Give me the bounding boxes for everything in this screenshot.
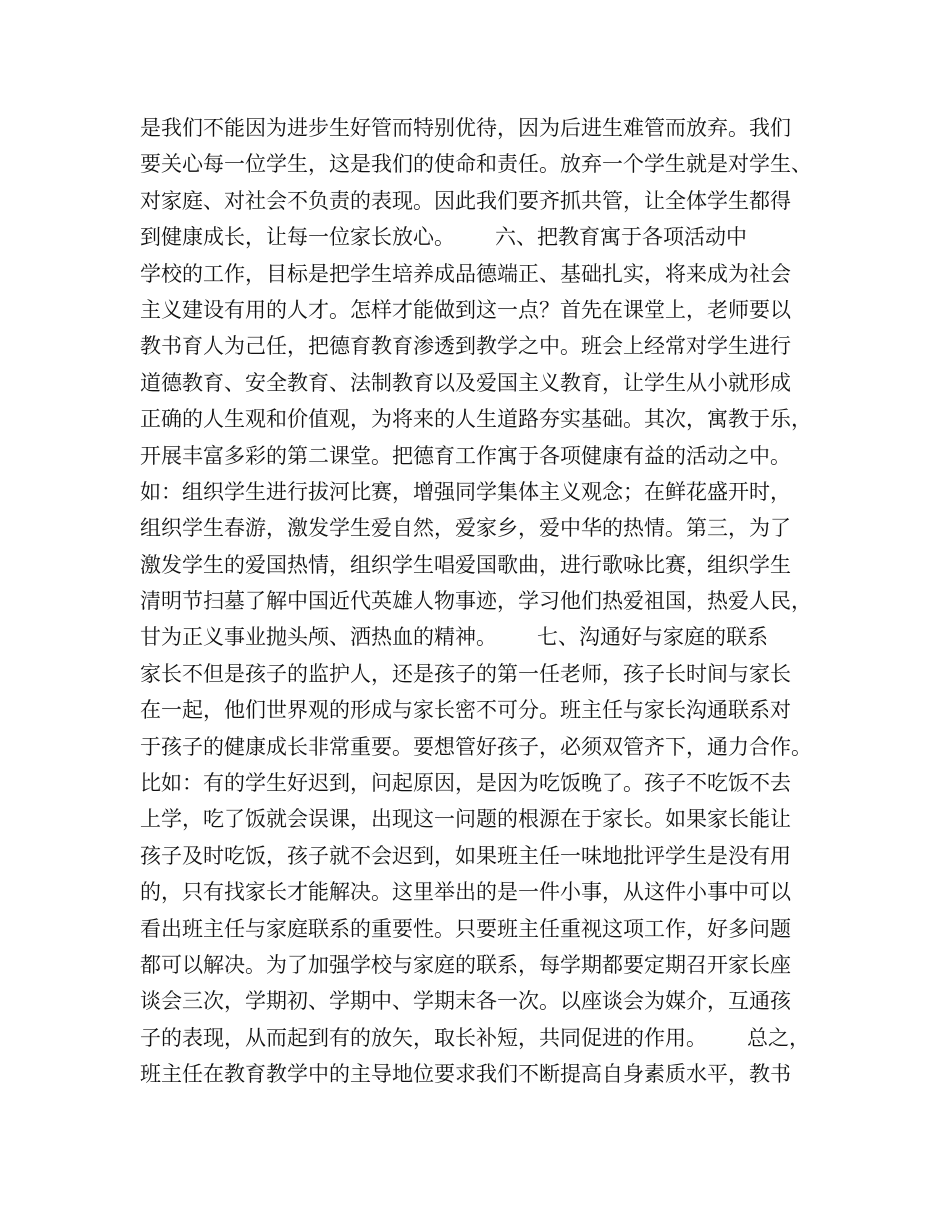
text-line: 对家庭、对社会不负责的表现。因此我们要齐抓共管，让全体学生都得 xyxy=(140,188,791,213)
text-line: 谈会三次，学期初、学期中、学期末各一次。以座谈会为媒介，互通孩 xyxy=(140,989,791,1014)
text-line: 要关心每一位学生，这是我们的使命和责任。放弃一个学生就是对学生、 xyxy=(140,152,812,177)
text-line: 子的表现，从而起到有的放矢，取长补短，共同促进的作用。 总之， xyxy=(140,1025,811,1050)
text-line: 如：组织学生进行拔河比赛，增强同学集体主义观念；在鲜花盛开时， xyxy=(140,479,791,504)
text-line: 学校的工作，目标是把学生培养成品德端正、基础扎实，将来成为社会 xyxy=(140,261,791,286)
text-line: 主义建设有用的人才。怎样才能做到这一点？首先在课堂上，老师要以 xyxy=(140,297,791,322)
text-line: 清明节扫墓了解中国近代英雄人物事迹，学习他们热爱祖国，热爱人民， xyxy=(140,589,812,614)
text-line: 教书育人为己任，把德育教育渗透到教学之中。班会上经常对学生进行 xyxy=(140,334,791,359)
text-line: 上学，吃了饭就会误课，出现这一问题的根源在于家长。如果家长能让 xyxy=(140,807,791,832)
text-line: 都可以解决。为了加强学校与家庭的联系，每学期都要定期召开家长座 xyxy=(140,952,791,977)
text-line: 看出班主任与家庭联系的重要性。只要班主任重视这项工作，好多问题 xyxy=(140,916,791,941)
text-line: 孩子及时吃饭，孩子就不会迟到，如果班主任一味地批评学生是没有用 xyxy=(140,843,791,868)
text-line: 班主任在教育教学中的主导地位要求我们不断提高自身素质水平，教书 xyxy=(140,1062,791,1087)
text-line: 正确的人生观和价值观，为将来的人生道路夯实基础。其次，寓教于乐， xyxy=(140,407,812,432)
text-line: 在一起，他们世界观的形成与家长密不可分。班主任与家长沟通联系对 xyxy=(140,698,791,723)
text-line: 道德教育、安全教育、法制教育以及爱国主义教育，让学生从小就形成 xyxy=(140,370,791,395)
text-line: 组织学生春游，激发学生爱自然，爱家乡，爱中华的热情。第三，为了 xyxy=(140,516,791,541)
text-line: 开展丰富多彩的第二课堂。把德育工作寓于各项健康有益的活动之中。 xyxy=(140,443,791,468)
text-line: 到健康成长，让每一位家长放心。 六、把教育寓于各项活动中 xyxy=(140,225,748,250)
text-line: 甘为正义事业抛头颅、洒热血的精神。 七、沟通好与家庭的联系 xyxy=(140,625,769,650)
body-text xyxy=(140,110,830,1093)
text-line: 比如：有的学生好迟到，问起原因，是因为吃饭晚了。孩子不吃饭不去 xyxy=(140,771,791,796)
text-line: 激发学生的爱国热情，组织学生唱爱国歌曲，进行歌咏比赛，组织学生 xyxy=(140,552,791,577)
text-line: 是我们不能因为进步生好管而特别优待，因为后进生难管而放弃。我们 xyxy=(140,116,791,140)
text-line: 于孩子的健康成长非常重要。要想管好孩子，必须双管齐下，通力合作。 xyxy=(140,734,812,759)
text-line: 家长不但是孩子的监护人，还是孩子的第一任老师，孩子长时间与家长 xyxy=(140,661,791,686)
text-line: 的，只有找家长才能解决。这里举出的是一件小事，从这件小事中可以 xyxy=(140,880,791,905)
